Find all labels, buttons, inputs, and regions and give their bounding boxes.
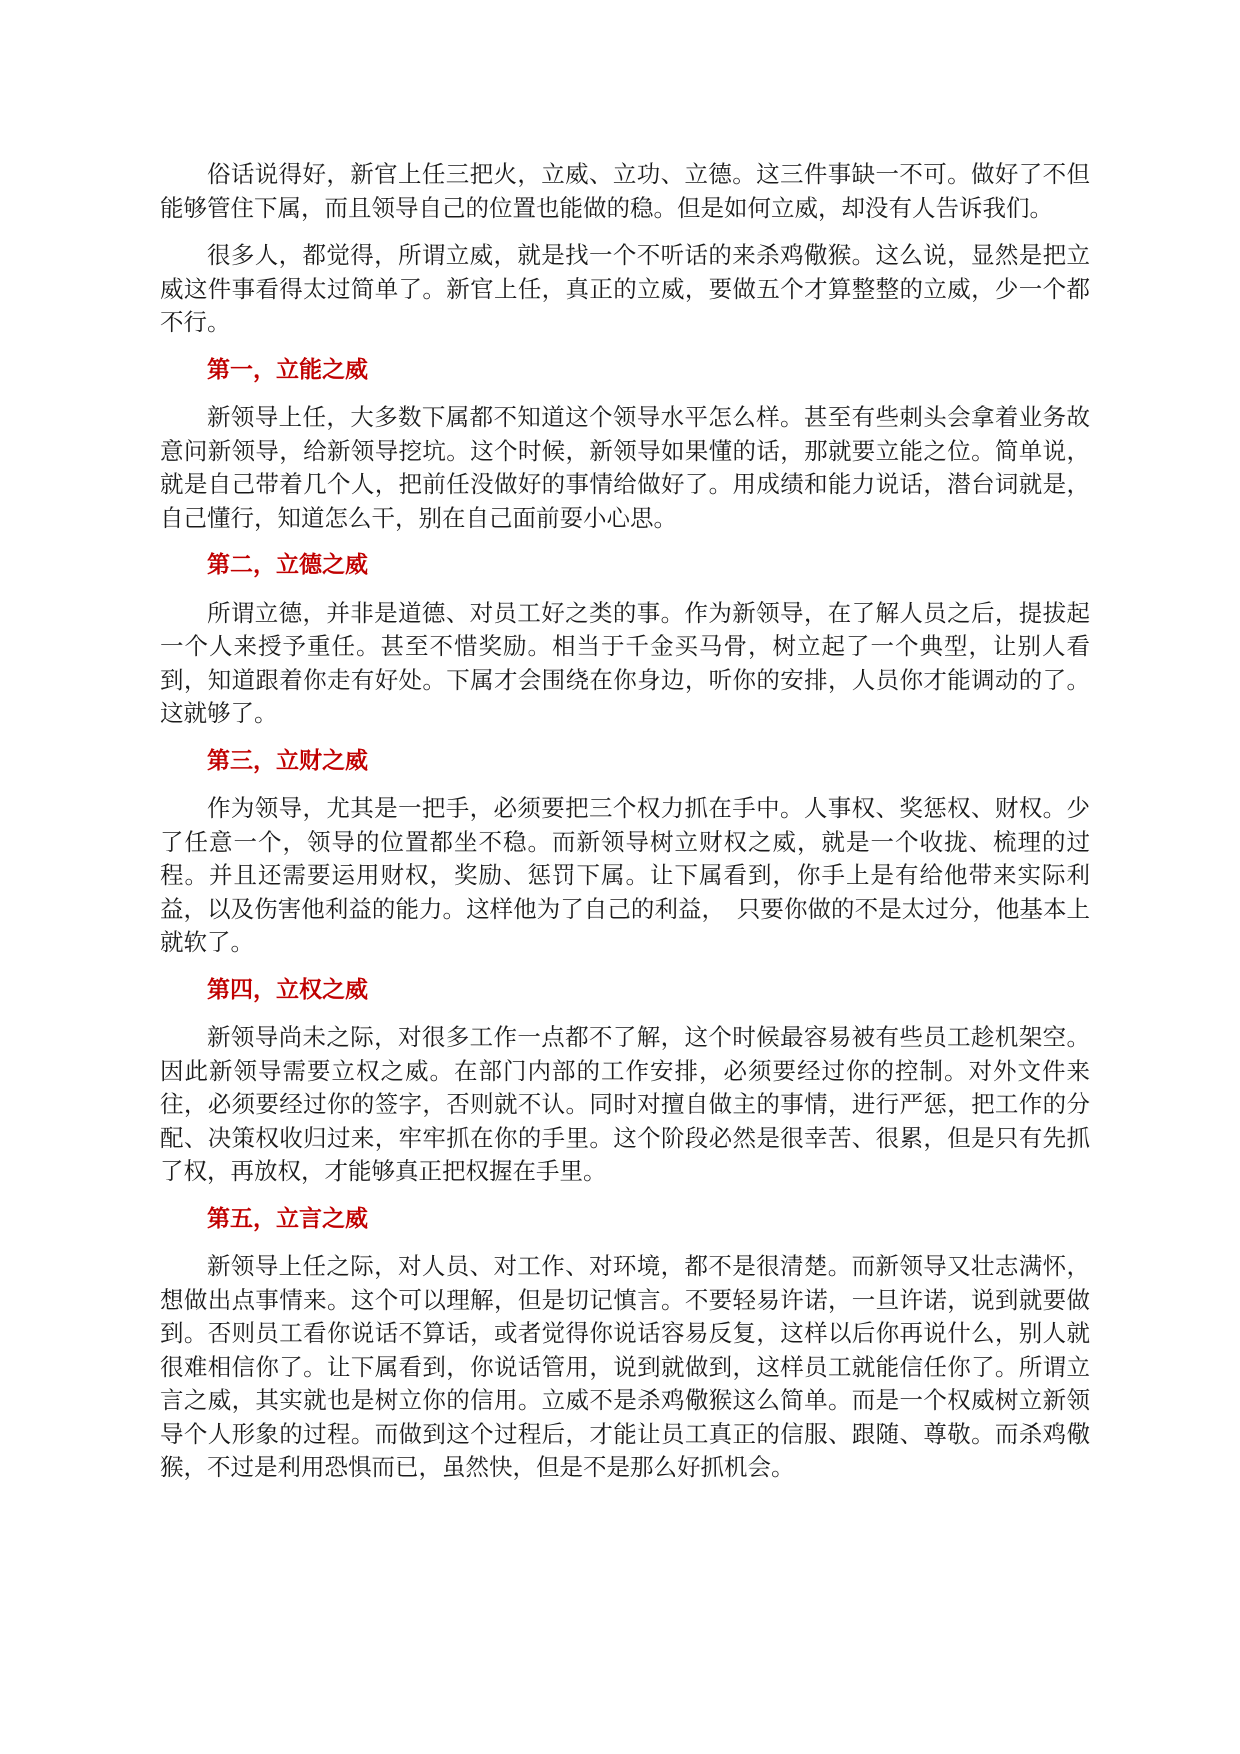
section-paragraph-5: 新领导上任之际，对人员、对工作、对环境，都不是很清楚。而新领导又壮志满怀，想做出点事情来。这个可以理解，但是切记慎言。不要轻易许诺，一旦许诺，说到就要做到。否则员工看你说话不算话，或者觉得你说话容易反复，这样以后你再说什么，别人就很难相信你了。让下属看到，你说话管用，说到就做到，这样员工就能信任你了。所谓立言之威，其实就也是树立你的信用。立威不是杀鸡儆猴这么简单。而是一个权威树立新领导个人形象的过程。而做到这个过程后，才能让员工真正的信服、跟随、尊敬。而杀鸡儆猴，不过是利用恐惧而已，虽然快，但是不是那么好抓机会。 <box>160 1252 1090 1481</box>
section-paragraph-3: 作为领导，尤其是一把手，必须要把三个权力抓在手中。人事权、奖惩权、财权。少了任意一个，领导的位置都坐不稳。而新领导树立财权之威，就是一个收拢、梳理的过程。并且还需要运用财权，奖励、惩罚下属。让下属看到，你手上是有给他带来实际利益，以及伤害他利益的能力。这样他为了自己的利益， 只要你做的不是太过分，他基本上就软了。 <box>160 794 1090 956</box>
section-paragraph-4: 新领导尚未之际，对很多工作一点都不了解，这个时候最容易被有些员工趁机架空。因此新领导需要立权之威。在部门内部的工作安排，必须要经过你的控制。对外文件来往，必须要经过你的签字，否则就不认。同时对擅自做主的事情，进行严惩，把工作的分配、决策权收归过来，牢牢抓在你的手里。这个阶段必然是很幸苦、很累，但是只有先抓了权，再放权，才能够真正把权握在手里。 <box>160 1023 1090 1185</box>
section-heading-3: 第三，立财之威 <box>207 747 368 774</box>
section-heading-5: 第五，立言之威 <box>207 1205 368 1232</box>
intro-paragraph-1: 俗话说得好，新官上任三把火，立威、立功、立德。这三件事缺一不可。做好了不但能够管住下属，而且领导自己的位置也能做的稳。但是如何立威，却没有人告诉我们。 <box>160 160 1090 222</box>
section-paragraph-2: 所谓立德，并非是道德、对员工好之类的事。作为新领导，在了解人员之后，提拔起一个人来授予重任。甚至不惜奖励。相当于千金买马骨，树立起了一个典型，让别人看到，知道跟着你走有好处。下属才会围绕在你身边，听你的安排，人员你才能调动的了。这就够了。 <box>160 598 1090 727</box>
section-heading-4: 第四，立权之威 <box>207 976 368 1003</box>
article-body <box>160 158 1090 1499</box>
section-paragraph-1: 新领导上任，大多数下属都不知道这个领导水平怎么样。甚至有些刺头会拿着业务故意问新领导，给新领导挖坑。这个时候，新领导如果懂的话，那就要立能之位。简单说，就是自己带着几个人，把前任没做好的事情给做好了。用成绩和能力说话，潜台词就是，自己懂行，知道怎么干，别在自己面前耍小心思。 <box>160 403 1090 532</box>
section-heading-2: 第二，立德之威 <box>207 552 368 578</box>
intro-paragraph-2: 很多人，都觉得，所谓立威，就是找一个不听话的来杀鸡儆猴。这么说，显然是把立威这件事看得太过简单了。新官上任，真正的立威，要做五个才算整整的立威，少一个都不行。 <box>160 241 1090 336</box>
section-heading-1: 第一，立能之威 <box>207 356 368 383</box>
